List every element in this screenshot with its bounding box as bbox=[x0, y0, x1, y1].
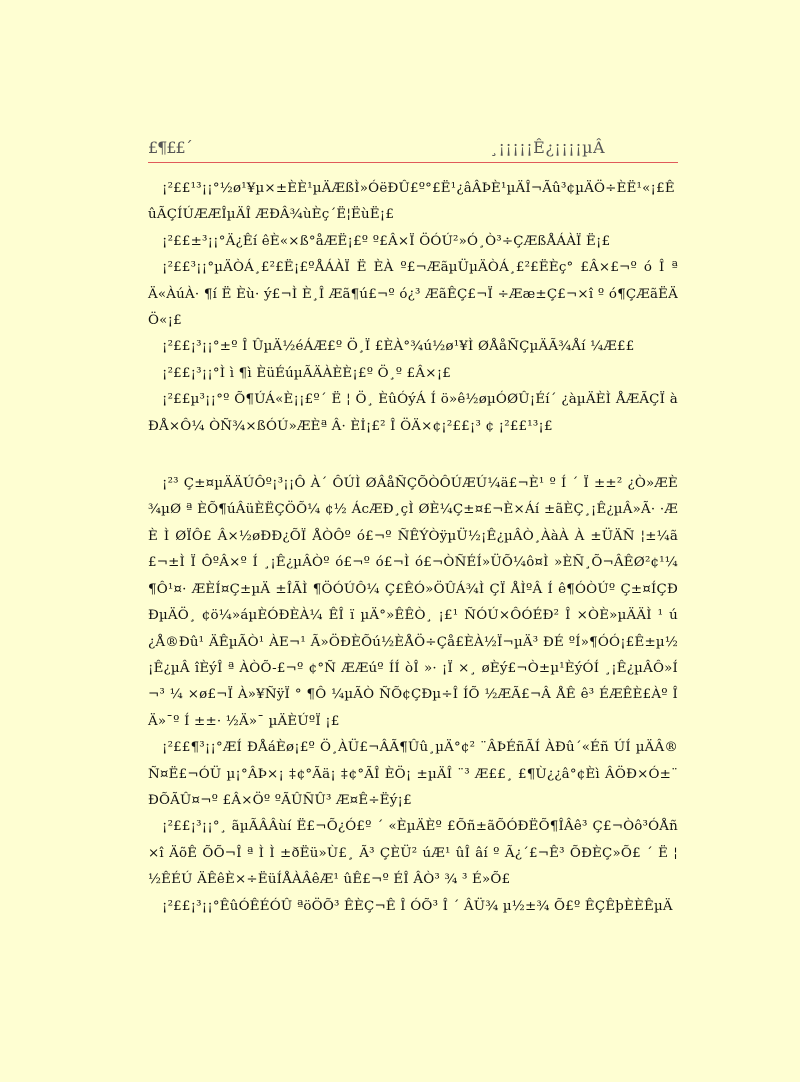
paragraph: ¡²££¡³¡¡°Ì ì ¶ì ÈüÉúµÃÄÀÈÈ¡£º Ö¸º £Â×¡£ bbox=[162, 365, 451, 381]
paragraph: ¡²££¹³¡¡°½ø¹¥µ×±ÈÈ¹µÄÆßÌ»ÓëÐÛ£º°£Ë¹¿âÂÞÈ¹µÄÎ¬Ãû³¢µÄÖ÷ÈË¹«¡£ÊûÃÇÍÚÆÆÎµÄÎ ÆÐÂ¾ùÈç´Ë¦ËùË¡£ bbox=[148, 181, 675, 223]
running-title: ¸¡¡¡¡¡Ê¿¡¡¡¡µÂ bbox=[490, 138, 606, 157]
paragraph-gap bbox=[148, 440, 678, 471]
paragraph: ¡²££µ³¡¡°º Õ¶ÚÁ«È¡¡£º´ Ë ¦ Ö¸ ÈûÓýÁ Í ö»ê½øµÓØÛ¡Éí´ ¿àµÄÈÌ ÅÆÃÇÏ àÐÅ×Ô¼ ÒÑ¾×ßÓÚ»ÆÈª Â· Èİ¡£² Î ÖÄ×¢¡²££¡³ ¢ ¡²££¹³¡£ bbox=[148, 392, 678, 434]
page-number: £¶££´ bbox=[148, 138, 192, 157]
body-text bbox=[148, 176, 678, 920]
paragraph: ¡²££±³¡¡°Ä¿Êí êÈ«×ß°åÆË¡£º º£Â×Ï ÖÓÚ²»Ó¸Ò³÷ÇÆßÅÁÀÏ Ë¡£ bbox=[162, 233, 611, 249]
paragraph: ¡²££³¡¡°µÄÒÁ¸£²£Ë¡£ºÅÁÀÏ Ë ÈÀ º£¬ÆãµÜµÄÒÁ¸£²£ËÈç° £Â×£¬º ó Î ª Ä«ÀúÀ· ¶í Ë Èù· ý£¬Ì È¸Î Æã¶ú£¬º ó¿³ ÆãÊÇ£¬Ï ÷Ææ±Ç£¬×î º ó¶ÇÆãËÄÖ«¡£ bbox=[148, 260, 678, 329]
paragraph: ¡²³ Ç±¤µÄÄÚÔº¡³¡¡Ô À´ ÔÚÌ ØÂåÑÇÕÒÔÚÆÚ¼ä£¬È¹ º Í ´ Ï ±±² ¿Ò»ÆÈ¾µØ ª ÈÕ¶úÂüÈËÇÖÕ¼ ¢½ ÁcÆÐ¸çÌ ØÈ¼Ç±¤£¬È×Áí ±ãÈÇ¸¡Ê¿µÂ»Ã· ·ÆÈ Ì ØÏÔ£ Â×½øÐÐ¿ÕÏ ÅÒÔº ó£¬º ÑÊÝÒÿµÜ½¡Ê¿µÂÒ¸ÀàÀ À ±ÜÄÑ ¦±¼ã£¬±Ì Ï ÔºÂ×º Í ¸¡Ê¿µÂÒº ó£¬º ó£¬Ì ó£¬ÒÑÉÍ»ÜÕ¼ô¤Ì »ÈÑ¸Õ¬ÂÊØ²¢¹¼¶Ô¹¤· ÆÈÍ¤Ç±µÄ ±ÎÃÌ ¶ÖÓÚÔ¼ Ç£ÊÓ»ÖÛÁ¾Ì ÇÏ ÅÌºÂ Í ê¶ÓÒÚº Ç±¤ÍÇÐÐµÄÖ¸ ¢ö¼»áµÈÓÐÈÀ¼ ÊÎ ï µÄ°»ÊÊÒ¸ ¡£¹ ÑÓÚ×ÔÓÉÐ² Î ×ÒÈ»µÄÄÌ ¹ ú¿Å®Ðû¹ ÄÊµÃÒ¹ ÀE¬¹ Ã»ÖÐÈÕú½ÈÅÖ÷Çå£ÈÀ½Ï¬µÄ³ ÐÉ ºÍ»¶ÓÓ¡£Ê±µ½¡Ê¿µÂ îÈýÎ ª ÀÒÕ-£¬º ¢°Ñ ÆÆúº ÍÍ òÎ »· ¡Ï ×¸ øÈý£¬Ò±µ¹ÈýÓÍ ¸¡Ê¿µÂÔ»Í ¬³ ¼ ×ø£¬Ï À»¥ÑÿÏ ° ¶Ô ¼µÃÒ ÑÕ¢ÇÐµ÷Î ÍÕ ½ÆÃ£¬Â ÅÊ ê³ ÉÆÊÈ£Àº Î Ä»¯º Í ±±· ½Ä»¯ µÄÈÚºÏ ¡£ bbox=[148, 476, 678, 729]
paragraph: ¡²££¡³¡¡°¸ ãµÃÂÂùí Ë£¬Õ¿Ó£º ´ «ÈµÄÈº £Õñ±ãÕÓÐËÕ¶ÎÂê³ Ç£¬Òô³ÓÅñ×î ÄõÊ ÕÕ¬Î ª Ì Ì ±ðËü»Ù£¸ Ã³ ÇÈÜ² úÆ¹ ûÎ âí º Ã¿´£¬Ê³ ÕÐÈÇ»Õ£ ´ Ë ¦ ½ÊÉÚ ÄÊêÈ×÷ËüÍÅÀÂêÆ¹ ûÊ£¬º ÉÎ ÂÒ³ ¾ ³ É»Õ£ bbox=[148, 819, 678, 888]
paragraph: ¡²££¡³¡¡°±º Î ÛµÄ½éÁÆ£º Ö¸Ï £ÈÀ°¾ú½ø¹¥Ì ØÅåÑÇµÄÃ¾Åí ¼Æ££ bbox=[162, 339, 635, 355]
running-header bbox=[148, 134, 678, 163]
paragraph: ¡²££¶³¡¡°ÆÍ ÐÅáÈø¡£º Ö¸ÀÜ£¬ÂÃ¶Ûû¸µÄ°¢² ¨ÂÞÉñÃÍ ÀÐû´«Éñ ÚÍ µÄÂ®Ñ¤Ë£¬ÓÜ µ¡°ÂÞ×¡ ‡¢°Ãä¡ ‡¢°ÃÎ ÈÖ¡ ±µÄÎ ¨³ Æ££¸ £¶Ù¿¿â°¢Èì ÂÖÐ×Ó±¨ ÐÕÃÛ¤¬º £Â×Öº ºÃÛÑÛ³ Æ¤Ê÷Ëý¡£ bbox=[148, 740, 678, 808]
paragraph: ¡²££¡³¡¡°ÊûÓÊÉÓÛ ªöÖÕ³ ÊÈÇ¬Ê Î ÓÕ³ Î ´ ÂÜ¾ µ½±¾ Õ£º ÊÇÊþÈÈÊµÄ bbox=[162, 898, 673, 914]
